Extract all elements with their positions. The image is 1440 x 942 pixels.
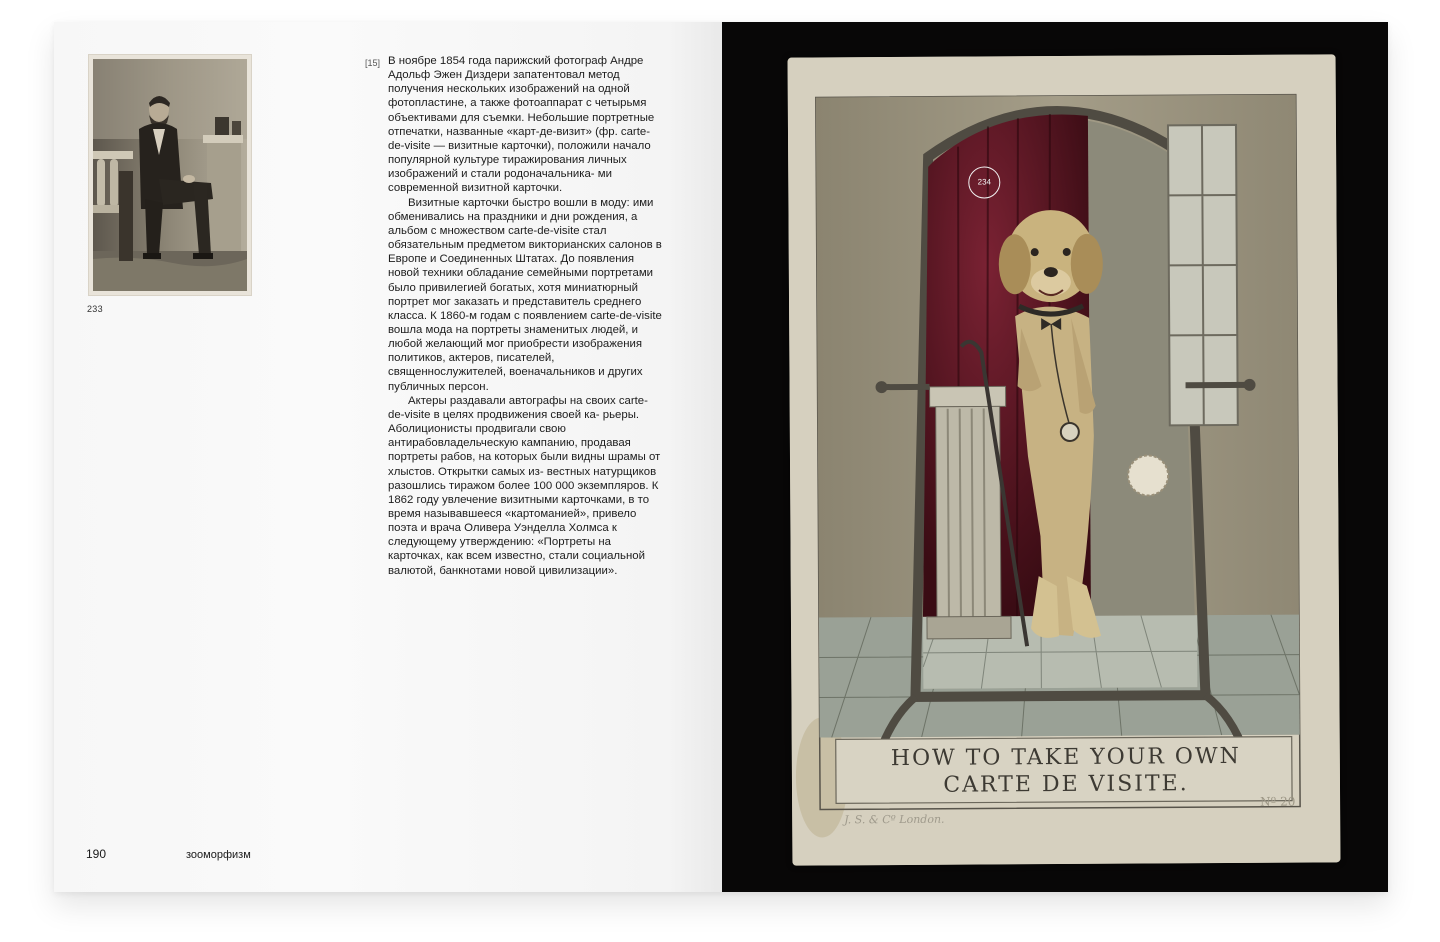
figure-number: 233 bbox=[87, 304, 103, 314]
body-text bbox=[388, 54, 664, 578]
card-caption-line-1: HOW TO TAKE YOUR OWN bbox=[890, 743, 1241, 772]
paragraph: Визитные карточки быстро вошли в моду: ими обменивались на праздники и дни рождения, а альбом с множеством carte-de-visite стал обязательным предметом викторианских салонов в Европе и Соединенных Штатах. До появления новой техники обладание семейными портретами было привилегией богатых, хотя миниатюрный портрет мог заказать и представитель среднего класса. К 1860-м годам с появлением carte-de-visite вошла мода на портреты знаменитых людей, и любой желающий мог приобрести изображения политиков, актеров, писателей, священнослужителей, военачальников и других публичных персон. bbox=[388, 196, 662, 393]
paragraph: Актеры раздавали автографы на своих carte-de-visite в целях продвижения своей ка- рьеры. Аболиционисты продвигали свою антирабовладельческую кампанию, продавая портреты рабов, на которых были видны шрамы от хлыстов. Открытки самых из- вестных натурщиков разошлись тиражом более 100 000 экземпляров. К 1862 году увлечение визитными карточками, в то время называвшееся «картоманией», привело поэта и врача Оливера Уэнделла Холмса к следующему утверждению: «Портреты на карточках, как всем известно, стали социальной валютой, банкнотами новой цивилизации». bbox=[388, 394, 661, 577]
paragraph: В ноябре 1854 года парижский фотограф Андре Адольф Эжен Диздери запатентовал метод получения нескольких изображений на одной фотопластине, а также фотоаппарат с четырьмя объективами для съемки. Небольшие портретные отпечатки, названные «карт-де-визит» (фр. carte-de-visite — визитные карточки), положили начало популярной культуре тиражирования личных изображений и стали родоначальника- ми современной визитной карточки. bbox=[388, 55, 655, 195]
card-number: Nº 20 bbox=[1260, 794, 1296, 809]
left-page bbox=[54, 22, 722, 892]
page-number: 190 bbox=[86, 847, 107, 861]
seated-man-photo bbox=[93, 59, 247, 291]
card-caption-line-2: CARTE DE VISITE. bbox=[943, 771, 1189, 798]
book-spread bbox=[54, 22, 1388, 892]
note-marker: [15] bbox=[365, 58, 381, 68]
portrait-photograph bbox=[89, 55, 251, 295]
section-title: зооморфизм bbox=[186, 849, 251, 861]
figure-marker-234: 234 bbox=[968, 166, 1000, 198]
right-page bbox=[722, 22, 1388, 892]
card-publisher: J. S. & Cº London. bbox=[844, 812, 945, 827]
carte-de-visite-card bbox=[788, 54, 1341, 865]
card-caption bbox=[836, 743, 1296, 802]
